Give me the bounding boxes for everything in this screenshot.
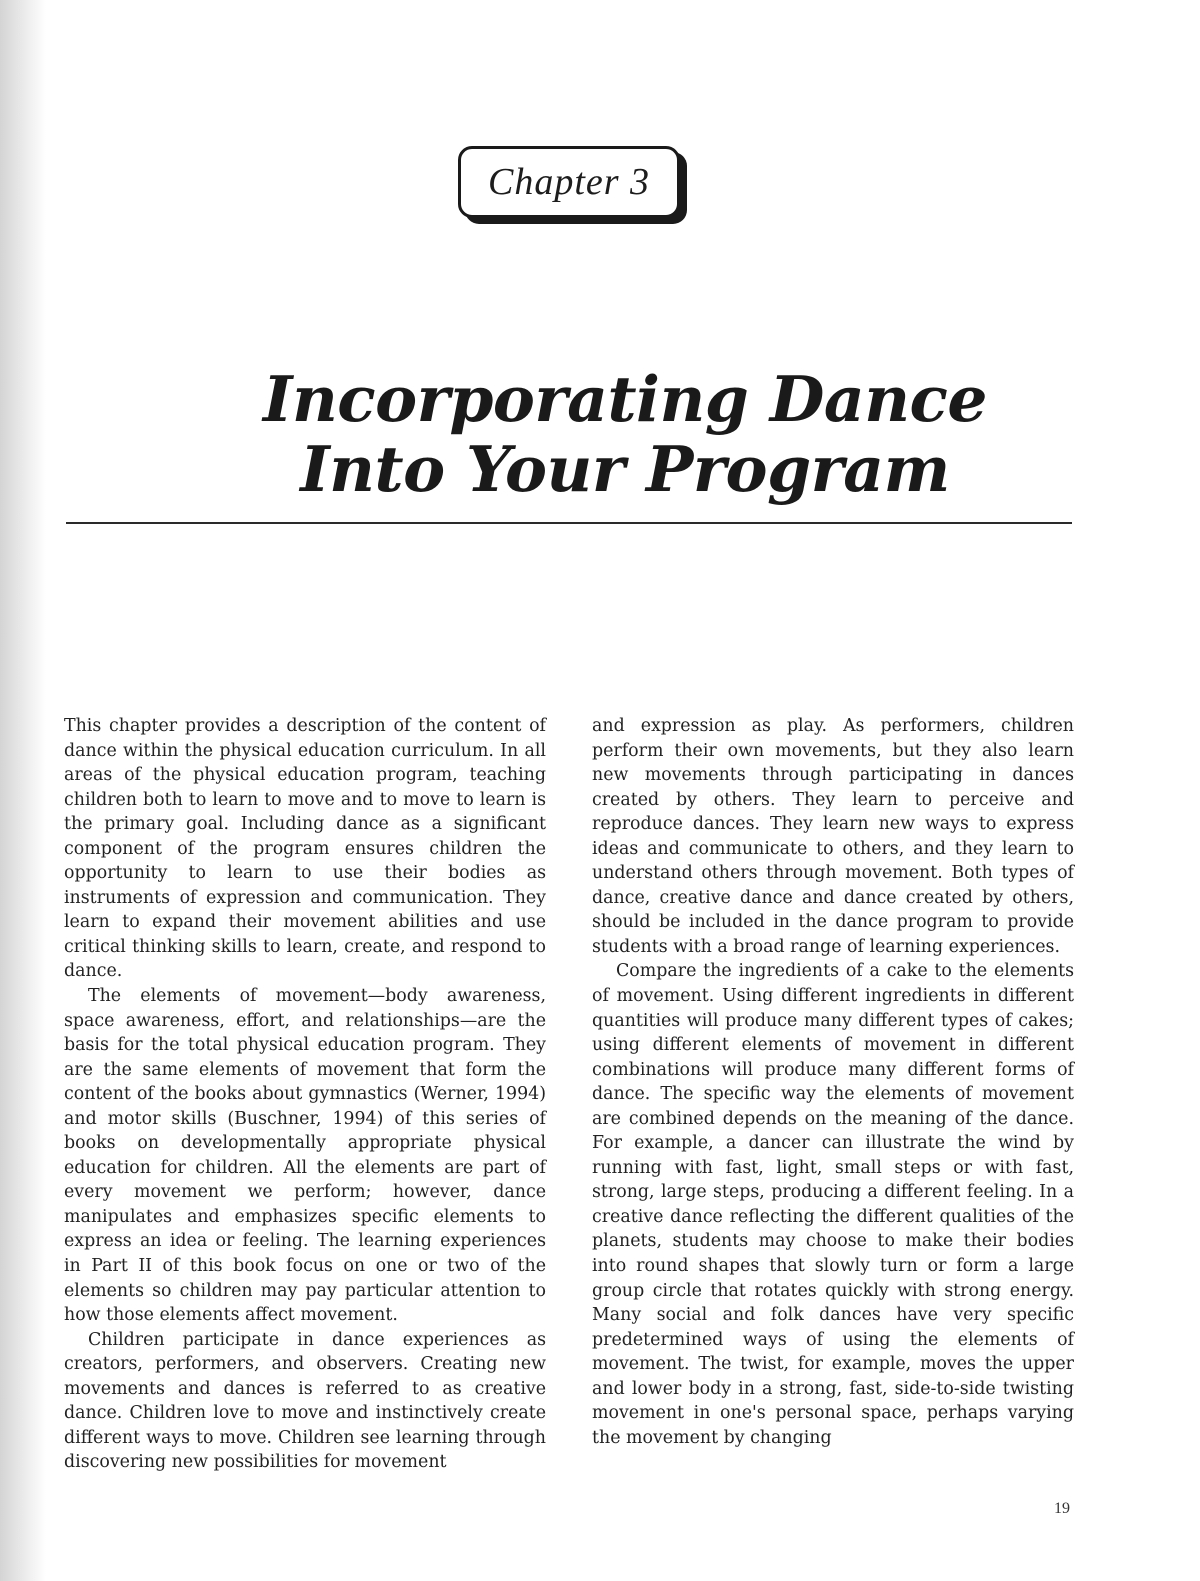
paragraph: This chapter provides a description of the content of dance within the physical education curriculum. In all areas of the physical education program, teaching children both to learn to move and to move to learn is the primary goal. Including dance as a significant component of the program ensures children the opportunity to learn to use their bodies as instruments of expression and communication. They learn to expand their movement abilities and use critical thinking skills to learn, create, and respond to dance.: [64, 716, 546, 982]
title-rule: [66, 522, 1072, 524]
chapter-title-line-2: Into Your Program: [300, 432, 950, 506]
chapter-label: Chapter 3: [487, 161, 651, 203]
paragraph: Children participate in dance experiences as creators, performers, and observers. Creating new movements and dances is referred to as creative dance. Children love to move and instinctively create different ways to move. Children see learning through discovering new possibilities for movement: [64, 1329, 546, 1473]
chapter-title: [60, 364, 1190, 504]
chapter-title-line-1: Incorporating Dance: [263, 362, 987, 436]
paragraph: Compare the ingredients of a cake to the elements of movement. Using different ingredients in different quantities will produce many different types of cakes; using different elements of movement in different combinations will produce many different forms of dance. The specific way the elements of movement are combined depends on the meaning of the dance. For example, a dancer can illustrate the wind by running with fast, light, small steps or with fast, strong, large steps, producing a different feeling. In a creative dance reflecting the different qualities of the planets, students may choose to make their bodies into round shapes that slowly turn or form a large group circle that rotates quickly with strong energy. Many social and folk dances have very specific predetermined ways of using the elements of movement. The twist, for example, moves the upper and lower body in a strong, fast, side-to-side twisting movement in one's personal space, perhaps varying the movement by changing: [592, 961, 1074, 1448]
page-number: 19: [1054, 1500, 1070, 1517]
left-column: [64, 714, 546, 1475]
right-column: [592, 714, 1074, 1450]
chapter-label-box: [458, 146, 680, 218]
binding-shadow: [0, 0, 46, 1581]
paragraph: and expression as play. As performers, children perform their own movements, but they also learn new movements through participating in dances created by others. They learn to perceive and reproduce dances. They learn new ways to express ideas and communicate to others, and they learn to understand others through movement. Both types of dance, creative dance and dance created by others, should be included in the dance program to provide students with a broad range of learning experiences.: [592, 716, 1074, 957]
paragraph: The elements of movement—body awareness, space awareness, effort, and relationships—are the basis for the total physical education program. They are the same elements of movement that form the content of the books about gymnastics (Werner, 1994) and motor skills (Buschner, 1994) of this series of books on developmentally appropriate physical education for children. All the elements are part of every movement we perform; however, dance manipulates and emphasizes specific elements to express an idea or feeling. The learning experiences in Part II of this book focus on one or two of the elements so children may pay particular attention to how those elements affect movement.: [64, 986, 546, 1326]
